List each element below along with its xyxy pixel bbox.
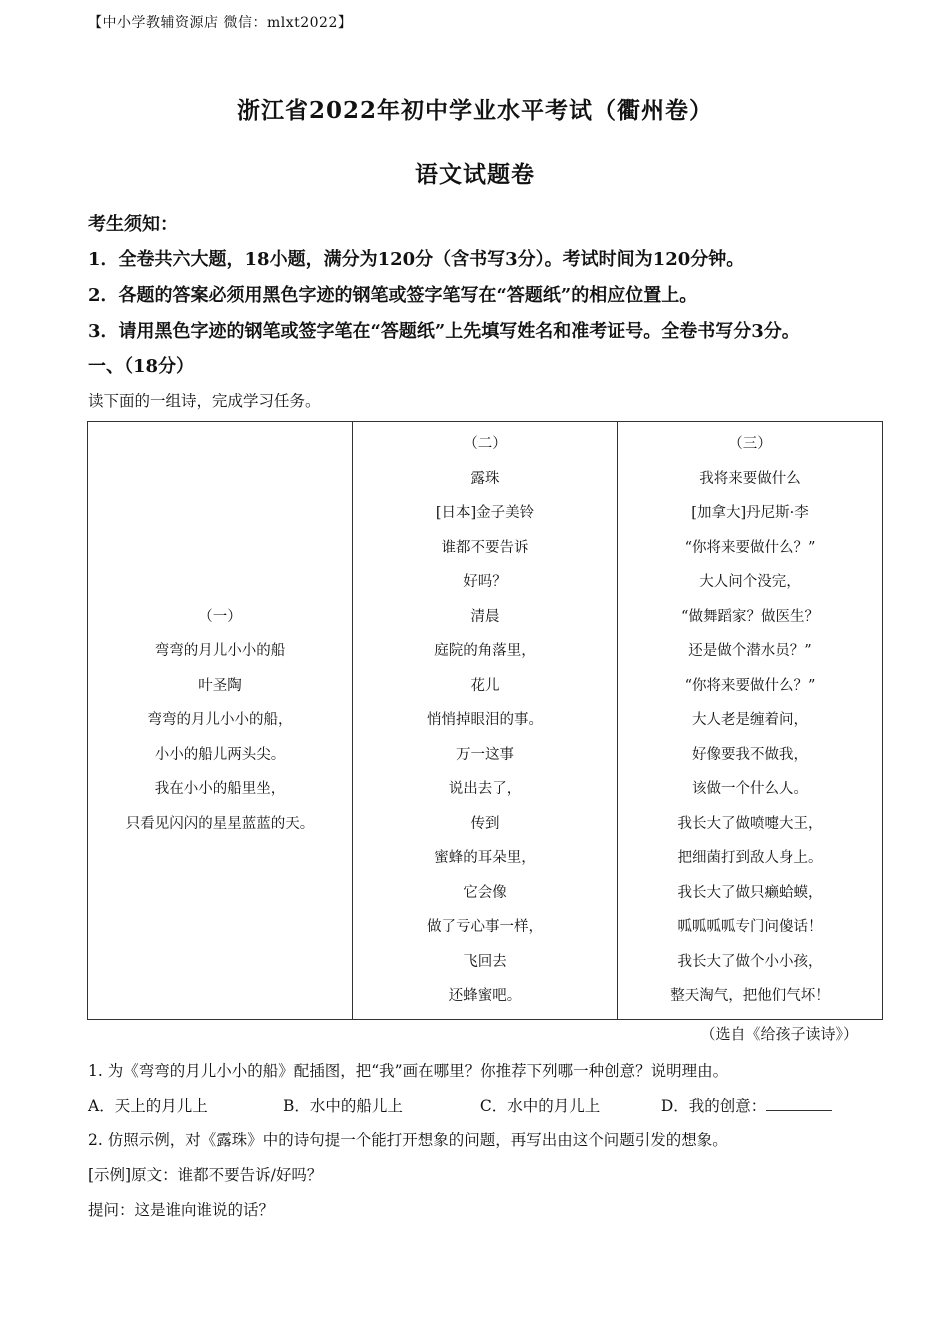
poem-line: 做了亏心事一样， [427,919,543,936]
notice-heading: 考生须知： [88,214,178,235]
poem-source: （选自《给孩子读诗》） [700,1025,858,1043]
poem-line: 庭院的角落里， [434,643,536,660]
watermark-text: 【中小学教辅资源店 微信：mlxt2022】 [88,15,353,31]
poem-title: 我将来要做什么 [699,470,801,487]
poem-number: （二） [463,436,507,453]
exam-subtitle: 语文试题卷 [415,161,535,188]
poem-line: 好吗？ [463,574,507,591]
section-heading: 一、（18分） [88,356,195,377]
poem-line: “你将来要做什么？” [684,677,816,694]
section-instruction: 读下面的一组诗，完成学习任务。 [88,392,321,410]
question-2: 2. 仿照示例，对《露珠》中的诗句提一个能打开想象的问题，再写出由这个问题引发的想象。 [88,1131,728,1149]
option-a: A．天上的月儿上 [88,1097,208,1115]
poem-line: 呱呱呱呱专门问傻话！ [677,919,823,936]
question-1: 1. 为《弯弯的月儿小小的船》配插图，把“我”画在哪里？你推荐下列哪一种创意？说明理由。 [88,1062,729,1080]
poem-line: 清晨 [470,608,500,625]
poem-line: 我长大了做个小小孩， [677,953,823,970]
poem-line: 我长大了做喷嚏大王， [677,815,823,832]
poem-line: “做舞蹈家？做医生？ [681,608,819,625]
poem-number: （一） [198,608,242,625]
poem-line: “你将来要做什么？” [684,539,816,556]
poem-title: 露珠 [470,470,500,487]
poem-number: （三） [728,436,772,453]
question-2-example: [示例]原文：谁都不要告诉/好吗？ [88,1166,323,1184]
poem-table [87,421,883,1020]
poem-line: 该做一个什么人。 [692,781,808,798]
poem-author: [日本]金子美铃 [435,505,535,522]
poem-author: 叶圣陶 [198,677,242,694]
poem-author: [加拿大]丹尼斯·李 [691,505,809,522]
poem-line: 我长大了做只癞蛤蟆， [677,884,823,901]
poem-cell-1 [88,422,353,1020]
poem-line: 把细菌打到敌人身上。 [677,850,823,867]
notice-item-2: 2．各题的答案必须用黑色字迹的钢笔或签字笔写在“答题纸”的相应位置上。 [88,285,698,306]
notice-item-3: 3．请用黑色字迹的钢笔或签字笔在“答题纸”上先填写姓名和准考证号。全卷书写分3分。 [88,321,800,342]
poem-line: 还蜂蜜吧。 [448,988,522,1005]
notice-item-1: 1．全卷共六大题，18小题，满分为120分（含书写3分）。考试时间为120分钟。 [88,249,745,270]
poem-line: 大人问个没完， [699,574,801,591]
poem-line: 传到 [470,815,500,832]
option-d: D．我的创意： [660,1097,767,1115]
poem-line: 说出去了， [448,781,522,798]
poem-title: 弯弯的月儿小小的船 [154,643,286,660]
poem-line: 花儿 [470,677,500,694]
poem-cell-3 [618,422,883,1020]
poem-line: 飞回去 [463,953,507,970]
poem-line: 弯弯的月儿小小的船， [147,712,293,729]
poem-line: 还是做个潜水员？” [688,643,812,660]
poem-cell-2 [353,422,618,1020]
poem-line: 我在小小的船里坐， [154,781,286,798]
poem-line: 它会像 [463,884,507,901]
option-c: C．水中的月儿上 [479,1097,601,1115]
poem-line: 万一这事 [456,746,514,763]
poem-line: 大人老是缠着问， [692,712,808,729]
question-1-options [88,1094,878,1116]
option-b: B．水中的船儿上 [282,1097,403,1115]
poem-line: 悄悄掉眼泪的事。 [427,712,543,729]
answer-blank [766,1096,832,1111]
exam-title: 浙江省2022年初中学业水平考试（衢州卷） [236,97,713,124]
poem-line: 小小的船儿两头尖。 [154,746,286,763]
poem-line: 整天淘气，把他们气坏！ [670,988,830,1005]
poem-line: 好像要我不做我， [692,746,808,763]
poem-line: 谁都不要告诉 [441,539,529,556]
poem-line: 蜜蜂的耳朵里， [434,850,536,867]
question-2-prompt: 提问：这是谁向谁说的话？ [88,1201,275,1219]
poem-line: 只看见闪闪的星星蓝蓝的天。 [125,815,315,832]
